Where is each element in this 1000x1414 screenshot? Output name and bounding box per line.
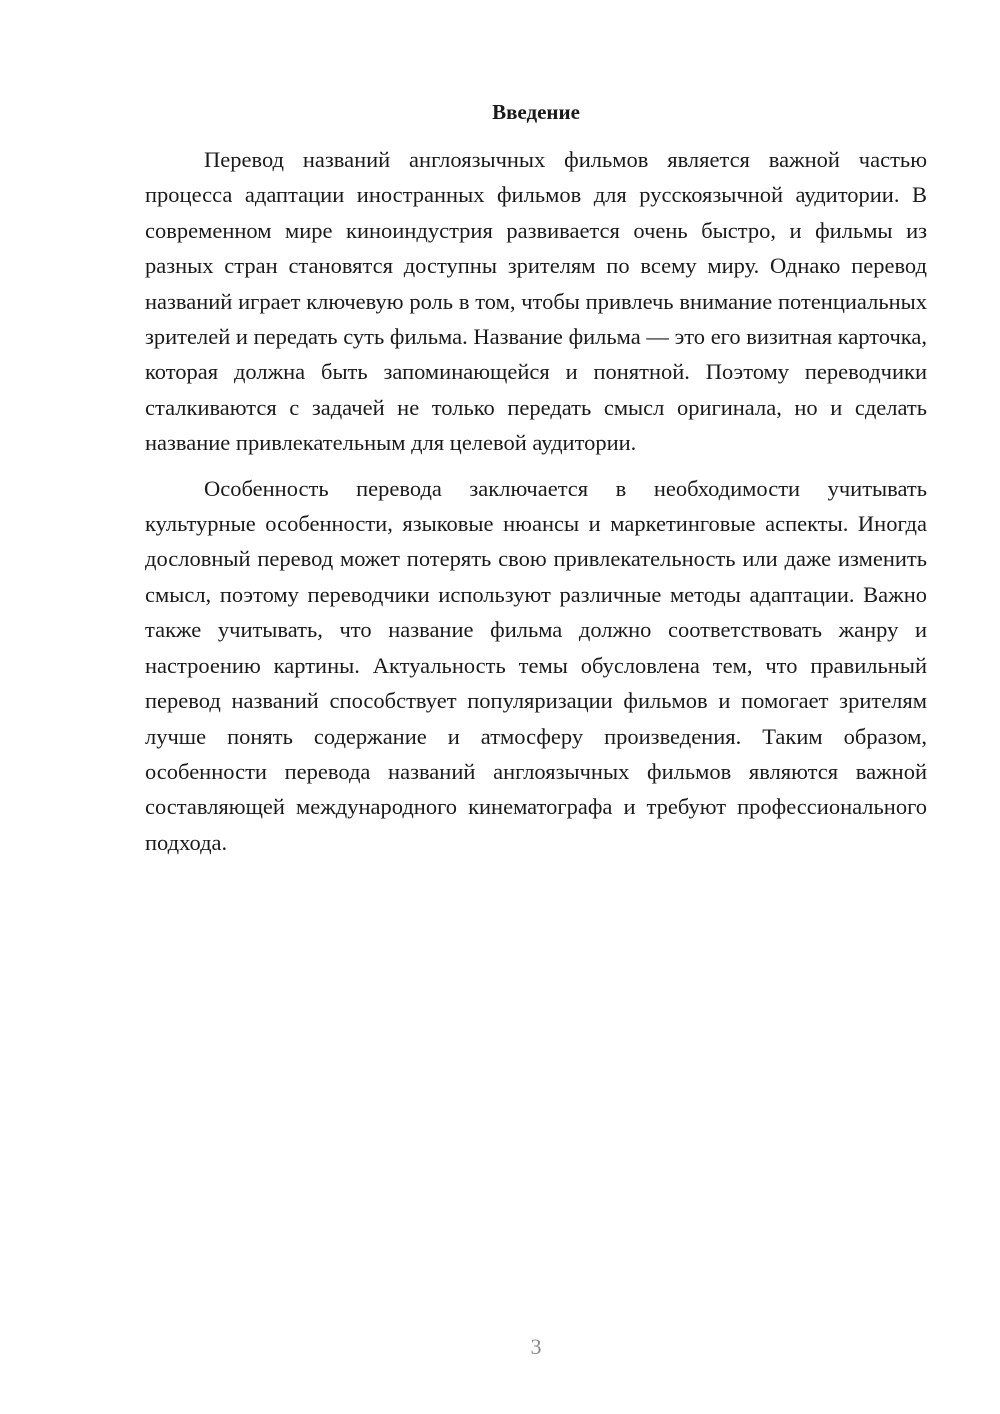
paragraph-2: Особенность перевода заключается в необходимости учитывать культурные особенности, языковые нюансы и маркетинговые аспекты. Иногда дословный перевод может потерять свою привлекательность или даже изменить смысл, поэтому переводчики используют различные методы адаптации. Важно также учитывать, что название фильма должно соответствовать жанру и настроению картины. Актуальность темы обусловлена тем, что правильный перевод названий способствует популяризации фильмов и помогает зрителям лучше понять содержание и атмосферу произведения. Таким образом, особенности перевода названий англоязычных фильмов являются важной составляющей международного кинематографа и требуют профессионального подхода. — [145, 475, 927, 855]
paragraph-1: Перевод названий англоязычных фильмов является важной частью процесса адаптации иностранных фильмов для русскоязычной аудитории. В современном мире киноиндустрия развивается очень быстро, и фильмы из разных стран становятся доступны зрителям по всему миру. Однако перевод названий играет ключевую роль в том, чтобы привлечь внимание потенциальных зрителей и передать суть фильма. Название фильма — это его визитная карточка, которая должна быть запоминающейся и понятной. Поэтому переводчики сталкиваются с задачей не только передать смысл оригинала, но и сделать название привлекательным для целевой аудитории. — [145, 147, 927, 456]
section-heading: Введение — [492, 100, 580, 124]
page-number: 3 — [530, 1334, 542, 1359]
body-text — [145, 142, 927, 860]
